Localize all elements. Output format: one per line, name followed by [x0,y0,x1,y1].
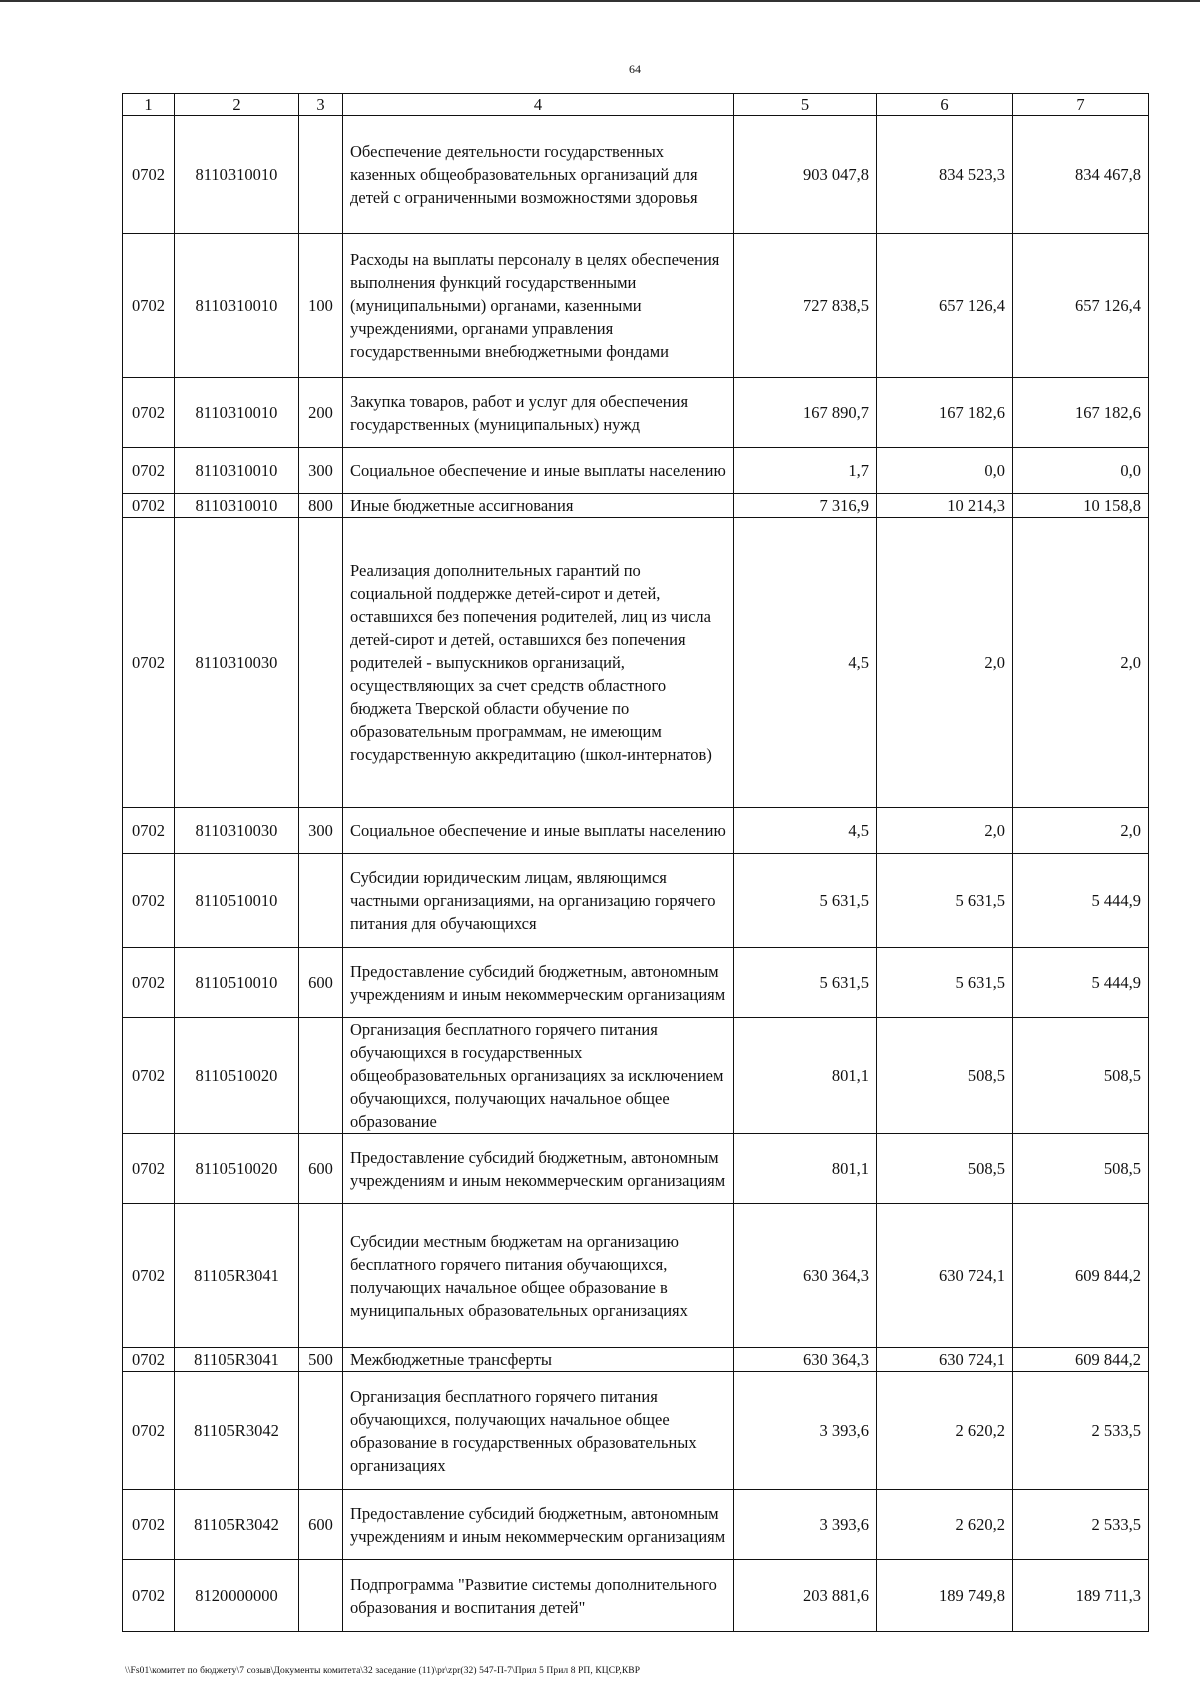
cell-c6: 2,0 [877,518,1013,808]
cell-c3 [299,116,343,234]
cell-c3 [299,1018,343,1134]
cell-c2: 8110310010 [175,234,299,378]
cell-c4: Обеспечение деятельности государственных казенных общеобразовательных организаций для детей с ограниченными возможностями здоровья [343,116,734,234]
cell-c7: 2 533,5 [1013,1372,1149,1490]
table-row [123,518,1149,808]
cell-c5: 5 631,5 [734,854,877,948]
cell-c7: 167 182,6 [1013,378,1149,448]
table-row [123,1204,1149,1348]
column-header: 1 [123,94,175,116]
cell-c7: 609 844,2 [1013,1348,1149,1372]
file-path-footer: \\Fs01\комитет по бюджету\7 созыв\Документы комитета\32 заседание (11)\pr\zpr(32) 547-П-7\Прил 5 Прил 8 РП, КЦСР,КВР [125,1666,641,1676]
cell-c2: 81105R3042 [175,1490,299,1560]
cell-c4: Предоставление субсидий бюджетным, автономным учреждениям и иным некоммерческим организациям [343,1134,734,1204]
cell-c3: 500 [299,1348,343,1372]
cell-c5: 903 047,8 [734,116,877,234]
cell-c1: 0702 [123,1348,175,1372]
cell-c6: 5 631,5 [877,948,1013,1018]
cell-c4: Расходы на выплаты персоналу в целях обеспечения выполнения функций государственными (муниципальными) органами, казенными учреждениями, органами управления государственными внебюджетными фондами [343,234,734,378]
cell-c1: 0702 [123,494,175,518]
table-row [123,854,1149,948]
cell-c4: Подпрограмма "Развитие системы дополнительного образования и воспитания детей" [343,1560,734,1632]
table-row [123,116,1149,234]
cell-c7: 508,5 [1013,1018,1149,1134]
cell-c6: 630 724,1 [877,1204,1013,1348]
table-row [123,808,1149,854]
cell-c6: 189 749,8 [877,1560,1013,1632]
cell-c2: 8110310030 [175,518,299,808]
cell-c5: 801,1 [734,1134,877,1204]
cell-c3: 600 [299,1134,343,1204]
column-header: 2 [175,94,299,116]
cell-c5: 4,5 [734,518,877,808]
cell-c3 [299,1372,343,1490]
header-row [123,94,1149,116]
cell-c1: 0702 [123,1134,175,1204]
cell-c1: 0702 [123,854,175,948]
cell-c2: 8110510020 [175,1018,299,1134]
cell-c2: 8110510020 [175,1134,299,1204]
cell-c3 [299,518,343,808]
column-header: 5 [734,94,877,116]
cell-c1: 0702 [123,378,175,448]
cell-c7: 2 533,5 [1013,1490,1149,1560]
cell-c3: 200 [299,378,343,448]
cell-c4: Закупка товаров, работ и услуг для обеспечения государственных (муниципальных) нужд [343,378,734,448]
cell-c6: 508,5 [877,1018,1013,1134]
cell-c5: 801,1 [734,1018,877,1134]
table-row [123,948,1149,1018]
table-row [123,1560,1149,1632]
cell-c2: 8110310010 [175,494,299,518]
cell-c6: 167 182,6 [877,378,1013,448]
cell-c3 [299,1560,343,1632]
cell-c5: 4,5 [734,808,877,854]
cell-c2: 81105R3041 [175,1204,299,1348]
table-row [123,448,1149,494]
cell-c2: 8110510010 [175,948,299,1018]
cell-c2: 8110310010 [175,448,299,494]
column-header: 6 [877,94,1013,116]
cell-c5: 630 364,3 [734,1204,877,1348]
cell-c7: 2,0 [1013,808,1149,854]
cell-c6: 0,0 [877,448,1013,494]
cell-c1: 0702 [123,1490,175,1560]
cell-c1: 0702 [123,448,175,494]
column-header: 3 [299,94,343,116]
page-number: 64 [629,62,641,76]
table-row [123,1372,1149,1490]
cell-c7: 10 158,8 [1013,494,1149,518]
cell-c3: 300 [299,808,343,854]
cell-c1: 0702 [123,1560,175,1632]
cell-c1: 0702 [123,808,175,854]
cell-c1: 0702 [123,518,175,808]
budget-table [122,93,1149,1632]
table-body [123,116,1149,1632]
cell-c4: Предоставление субсидий бюджетным, автономным учреждениям и иным некоммерческим организациям [343,948,734,1018]
cell-c5: 7 316,9 [734,494,877,518]
cell-c4: Межбюджетные трансферты [343,1348,734,1372]
cell-c7: 5 444,9 [1013,854,1149,948]
cell-c5: 5 631,5 [734,948,877,1018]
cell-c6: 2,0 [877,808,1013,854]
cell-c6: 630 724,1 [877,1348,1013,1372]
table-row [123,1348,1149,1372]
cell-c5: 3 393,6 [734,1372,877,1490]
table-row [123,234,1149,378]
cell-c1: 0702 [123,116,175,234]
cell-c4: Социальное обеспечение и иные выплаты населению [343,448,734,494]
cell-c6: 10 214,3 [877,494,1013,518]
cell-c5: 1,7 [734,448,877,494]
scan-border [0,0,1200,2]
cell-c6: 508,5 [877,1134,1013,1204]
cell-c1: 0702 [123,1204,175,1348]
cell-c4: Социальное обеспечение и иные выплаты населению [343,808,734,854]
cell-c2: 8110310010 [175,378,299,448]
cell-c2: 8110310010 [175,116,299,234]
cell-c7: 657 126,4 [1013,234,1149,378]
cell-c1: 0702 [123,948,175,1018]
cell-c1: 0702 [123,234,175,378]
cell-c6: 5 631,5 [877,854,1013,948]
cell-c1: 0702 [123,1372,175,1490]
cell-c3: 600 [299,1490,343,1560]
column-header: 7 [1013,94,1149,116]
cell-c3: 800 [299,494,343,518]
cell-c4: Предоставление субсидий бюджетным, автономным учреждениям и иным некоммерческим организациям [343,1490,734,1560]
cell-c7: 609 844,2 [1013,1204,1149,1348]
table-row [123,1134,1149,1204]
cell-c4: Организация бесплатного горячего питания обучающихся в государственных общеобразовательных организациях за исключением обучающихся, получающих начальное общее образование [343,1018,734,1134]
cell-c4: Организация бесплатного горячего питания обучающихся, получающих начальное общее образование в государственных образовательных организациях [343,1372,734,1490]
cell-c3: 600 [299,948,343,1018]
cell-c6: 2 620,2 [877,1372,1013,1490]
cell-c6: 2 620,2 [877,1490,1013,1560]
cell-c7: 2,0 [1013,518,1149,808]
cell-c2: 8120000000 [175,1560,299,1632]
table-row [123,378,1149,448]
cell-c7: 508,5 [1013,1134,1149,1204]
cell-c5: 630 364,3 [734,1348,877,1372]
cell-c5: 727 838,5 [734,234,877,378]
cell-c5: 203 881,6 [734,1560,877,1632]
table-row [123,494,1149,518]
cell-c2: 8110310030 [175,808,299,854]
cell-c2: 81105R3042 [175,1372,299,1490]
cell-c3: 300 [299,448,343,494]
table-row [123,1018,1149,1134]
cell-c6: 657 126,4 [877,234,1013,378]
cell-c3 [299,1204,343,1348]
cell-c4: Субсидии юридическим лицам, являющимся частными организациями, на организацию горячего питания для обучающихся [343,854,734,948]
cell-c7: 834 467,8 [1013,116,1149,234]
cell-c7: 0,0 [1013,448,1149,494]
cell-c7: 189 711,3 [1013,1560,1149,1632]
cell-c3 [299,854,343,948]
cell-c4: Субсидии местным бюджетам на организацию бесплатного горячего питания обучающихся, получающих начальное общее образование в муниципальных образовательных организациях [343,1204,734,1348]
cell-c5: 167 890,7 [734,378,877,448]
cell-c1: 0702 [123,1018,175,1134]
column-header: 4 [343,94,734,116]
cell-c4: Реализация дополнительных гарантий по социальной поддержке детей-сирот и детей, оставшихся без попечения родителей, лиц из числа детей-сирот и детей, оставшихся без попечения родителей - выпускников организаций, осуществляющих за счет средств областного бюджета Тверской области обучение по образовательным программам, не имеющим государственную аккредитацию (школ-интернатов) [343,518,734,808]
cell-c5: 3 393,6 [734,1490,877,1560]
cell-c4: Иные бюджетные ассигнования [343,494,734,518]
cell-c2: 8110510010 [175,854,299,948]
cell-c3: 100 [299,234,343,378]
table-row [123,1490,1149,1560]
cell-c6: 834 523,3 [877,116,1013,234]
cell-c2: 81105R3041 [175,1348,299,1372]
cell-c7: 5 444,9 [1013,948,1149,1018]
